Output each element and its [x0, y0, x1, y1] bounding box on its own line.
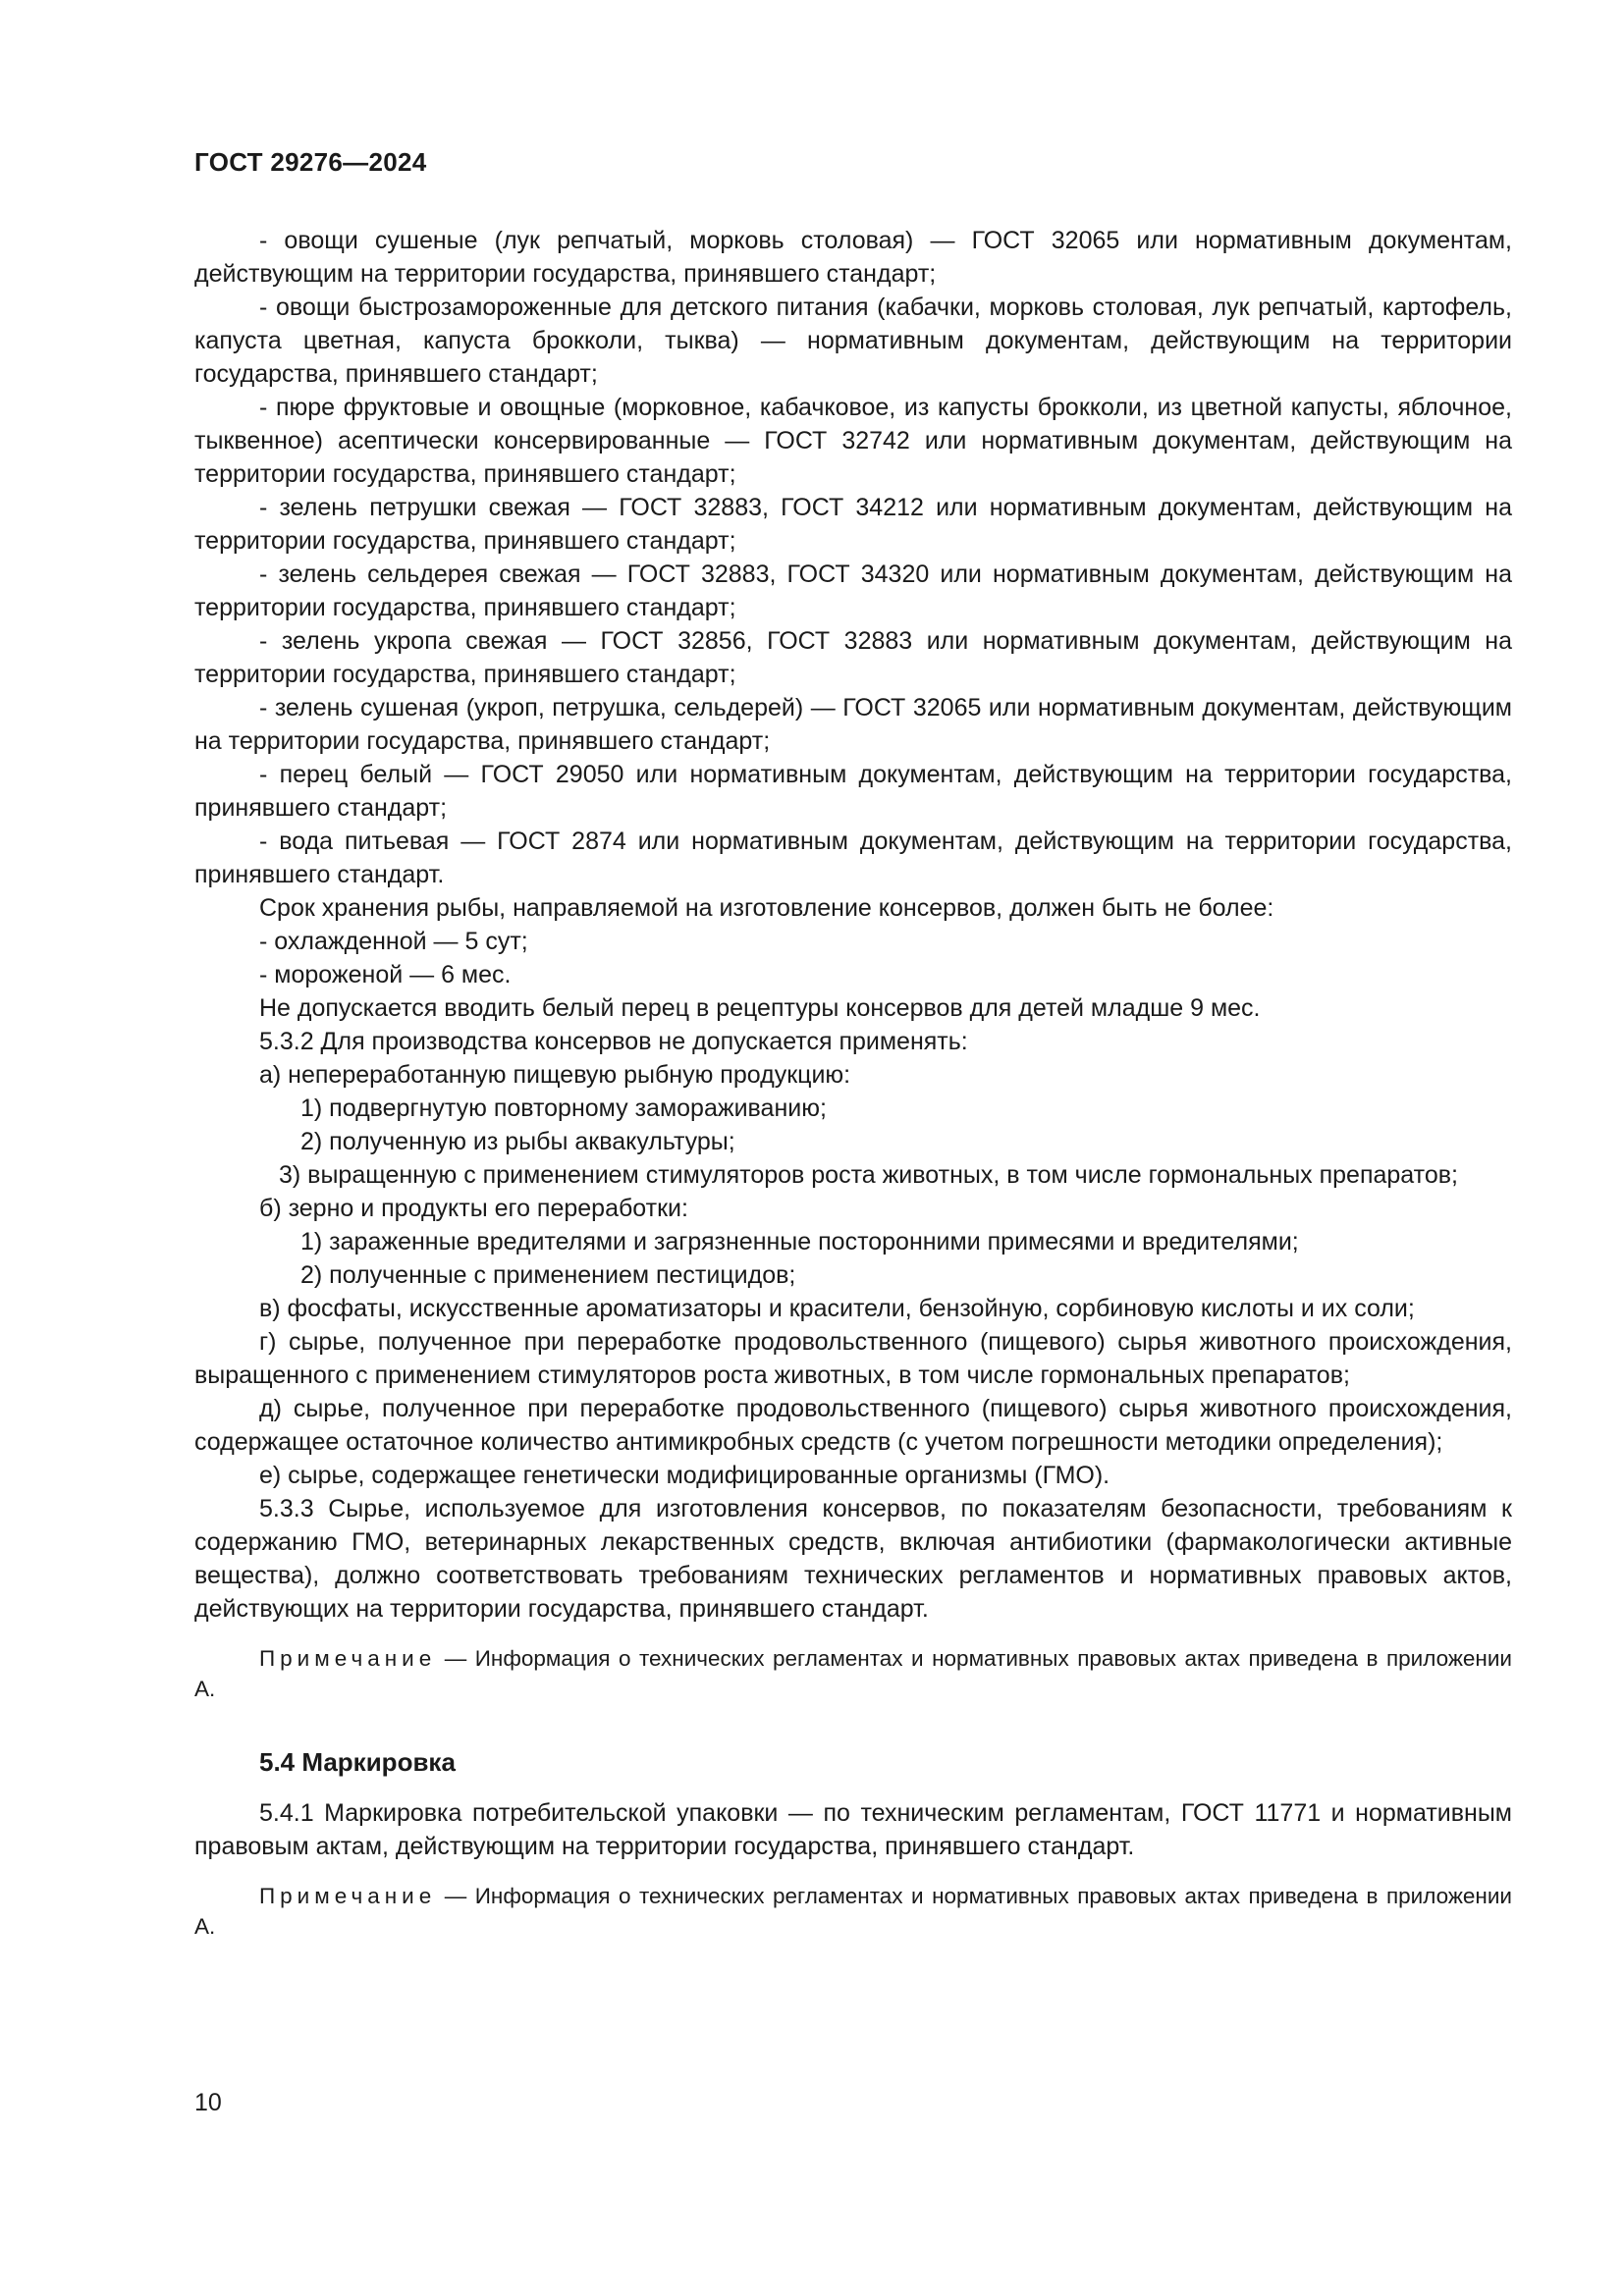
list-item: - перец белый — ГОСТ 29050 или нормативным документам, действующим на территории государства, принявшего стандарт;: [194, 761, 1512, 822]
clause-subitem: 2) полученные с применением пестицидов;: [300, 1261, 796, 1289]
clause-subitem: 3) выращенную с применением стимуляторов роста животных, в том числе гормональных препаратов;: [279, 1161, 1458, 1189]
clause-subitem: 1) зараженные вредителями и загрязненные посторонними примесями и вредителями;: [300, 1228, 1299, 1255]
list-item: - овощи быстрозамороженные для детского питания (кабачки, морковь столовая, лук репчатый, картофель, капуста цветная, капуста брокколи, тыква) — нормативным документам, действующим на территории государства, принявшего стандарт;: [194, 294, 1512, 388]
storage-intro: Срок хранения рыбы, направляемой на изготовление консервов, должен быть не более:: [259, 894, 1274, 922]
clause-subitem: 2) полученную из рыбы аквакультуры;: [300, 1128, 735, 1155]
list-item: - пюре фруктовые и овощные (морковное, кабачковое, из капусты брокколи, из цветной капусты, яблочное, тыквенное) асептически консервированные — ГОСТ 32742 или нормативным документам, действующим на территории государства, принявшего стандарт;: [194, 394, 1512, 488]
document-header: ГОСТ 29276—2024: [194, 147, 427, 177]
note-text: — Информация о технических регламентах и нормативных правовых актах приведена в приложении А.: [194, 1646, 1512, 1701]
note-paragraph: [194, 1643, 1512, 1704]
note-label: Примечание: [259, 1646, 437, 1671]
clause-item-d: д) сырье, полученное при переработке продовольственного (пищевого) сырья животного происхождения, содержащее остаточное количество антимикробных средств (с учетом погрешности методики определения);: [194, 1395, 1512, 1456]
note-label: Примечание: [259, 1884, 437, 1908]
document-body: [194, 224, 1512, 1942]
list-item: - вода питьевая — ГОСТ 2874 или нормативным документам, действующим на территории государства, принявшего стандарт.: [194, 828, 1512, 888]
clause-item-v: в) фосфаты, искусственные ароматизаторы и красители, бензойную, сорбиновую кислоты и их соли;: [259, 1295, 1415, 1322]
clause-5-4-1: 5.4.1 Маркировка потребительской упаковки — по техническим регламентам, ГОСТ 11771 и нормативным правовым актам, действующим на территории государства, принявшего стандарт.: [194, 1799, 1512, 1860]
storage-frozen: - мороженой — 6 мес.: [259, 961, 512, 988]
pepper-note: Не допускается вводить белый перец в рецептуры консервов для детей младше 9 мес.: [259, 994, 1261, 1022]
clause-5-3-3: 5.3.3 Сырье, используемое для изготовления консервов, по показателям безопасности, требованиям к содержанию ГМО, ветеринарных лекарственных средств, включая антибиотики (фармакологически активные вещества), должно соответствовать требованиям технических регламентов и нормативных правовых актов, действующих на территории государства, принявшего стандарт.: [194, 1495, 1512, 1623]
clause-item-a: а) непереработанную пищевую рыбную продукцию:: [259, 1061, 851, 1089]
storage-chilled: - охлажденной — 5 сут;: [259, 928, 528, 955]
list-item: - зелень петрушки свежая — ГОСТ 32883, ГОСТ 34212 или нормативным документам, действующим на территории государства, принявшего стандарт;: [194, 494, 1512, 555]
clause-5-3-2-title: 5.3.2 Для производства консервов не допускается применять:: [259, 1028, 968, 1055]
clause-subitem: 1) подвергнутую повторному замораживанию;: [300, 1095, 827, 1122]
list-item: - зелень сельдерея свежая — ГОСТ 32883, ГОСТ 34320 или нормативным документам, действующим на территории государства, принявшего стандарт;: [194, 561, 1512, 621]
list-item: - зелень укропа свежая — ГОСТ 32856, ГОСТ 32883 или нормативным документам, действующим на территории государства, принявшего стандарт;: [194, 627, 1512, 688]
note-text: — Информация о технических регламентах и нормативных правовых актах приведена в приложении А.: [194, 1884, 1512, 1939]
clause-item-b: б) зерно и продукты его переработки:: [259, 1195, 688, 1222]
list-item: - овощи сушеные (лук репчатый, морковь столовая) — ГОСТ 32065 или нормативным документам, действующим на территории государства, принявшего стандарт;: [194, 227, 1512, 288]
list-item: - зелень сушеная (укроп, петрушка, сельдерей) — ГОСТ 32065 или нормативным документам, действующим на территории государства, принявшего стандарт;: [194, 694, 1512, 755]
section-title: 5.4 Маркировка: [259, 1747, 456, 1777]
clause-item-e: е) сырье, содержащее генетически модифицированные организмы (ГМО).: [259, 1462, 1110, 1489]
page-number: 10: [194, 2089, 222, 2116]
clause-item-g: г) сырье, полученное при переработке продовольственного (пищевого) сырья животного происхождения, выращенного с применением стимуляторов роста животных, в том числе гормональных препаратов;: [194, 1328, 1512, 1389]
note-paragraph: [194, 1881, 1512, 1942]
